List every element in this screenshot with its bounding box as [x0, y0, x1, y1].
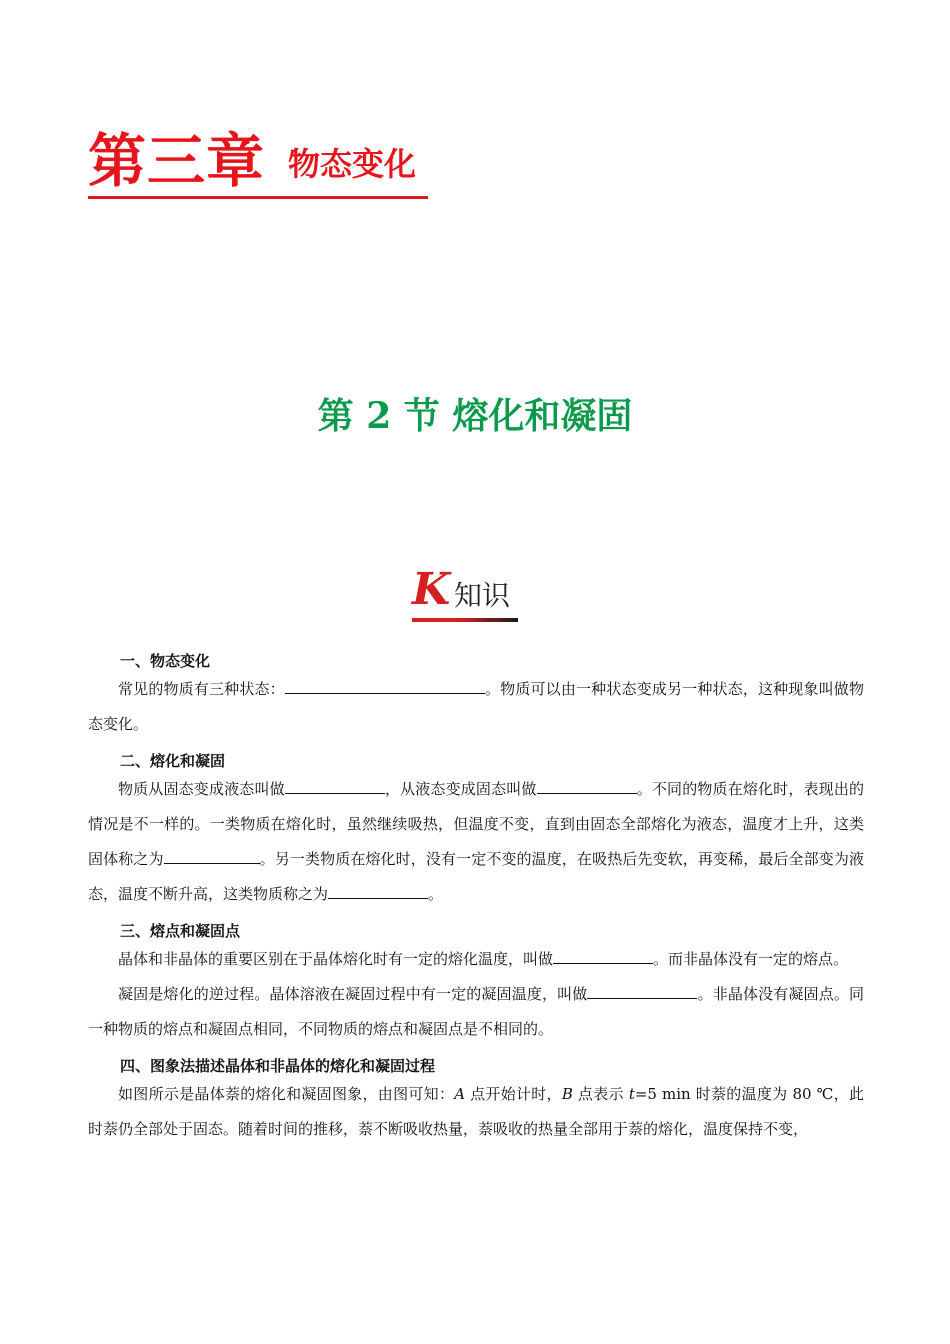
fill-blank-4[interactable] [164, 847, 260, 864]
paragraph-state-change: 常见的物质有三种状态： 。物质可以由一种状态变成另一种状态，这种现象叫做物态变化。 [88, 672, 864, 742]
chapter-title: 物态变化 [288, 145, 417, 183]
knowledge-k-letter: K [412, 564, 451, 615]
paragraph-freezing-point: 凝固是熔化的逆过程。晶体溶液在凝固过程中有一定的凝固温度，叫做 。非晶体没有凝固点。同一种物质的熔点和凝固点相同，不同物质的熔点和凝固点是不相同的。 [88, 977, 864, 1047]
heading-melting-solidifying: 二、熔化和凝固 [120, 752, 226, 770]
knowledge-label: 知识 [454, 579, 511, 612]
paragraph-graph-method: 如图所示是晶体萘的熔化和凝固图象，由图可知：A 点开始计时，B 点表示 t=5 min 时萘的温度为 80 ℃，此时萘仍全部处于固态。随着时间的推移，萘不断吸收热量，萘吸收的热量全部用于萘的熔化，温度保持不变， [88, 1085, 864, 1138]
paragraph-melting-solidifying: 物质从固态变成液态叫做 ，从液态变成固态叫做 。不同的物质在熔化时，表现出的情况是不一样的。一类物质在熔化时，虽然继续吸热，但温度不变，直到由固态全部熔化为液态，温度才上升，这类固体称之为 。另一类物质在熔化时，没有一定不变的温度，在吸热后先变软，再变稀，最后全部变为液态，温度不断升高，这类物质称之为 。 [88, 772, 864, 912]
fill-blank-2[interactable] [285, 777, 385, 794]
chapter-header [88, 128, 428, 199]
fill-blank-6[interactable] [553, 947, 653, 964]
heading-graph-method: 四、图象法描述晶体和非晶体的熔化和凝固过程 [120, 1057, 436, 1075]
knowledge-underline [412, 618, 518, 622]
heading-melting-point: 三、熔点和凝固点 [120, 922, 241, 940]
document-body [88, 650, 864, 1147]
fill-blank-3[interactable] [537, 777, 637, 794]
fill-blank-7[interactable] [587, 982, 697, 999]
heading-state-change: 一、物态变化 [120, 652, 211, 670]
paragraph-melting-point: 晶体和非晶体的重要区别在于晶体熔化时有一定的熔化温度，叫做 。而非晶体没有一定的熔点。 [88, 942, 864, 977]
chapter-number: 第三章 [88, 127, 266, 195]
knowledge-badge [410, 564, 520, 624]
fill-blank-1[interactable] [285, 677, 485, 694]
fill-blank-5[interactable] [328, 882, 428, 899]
section-title: 第 2 节 熔化和凝固 [317, 395, 633, 437]
